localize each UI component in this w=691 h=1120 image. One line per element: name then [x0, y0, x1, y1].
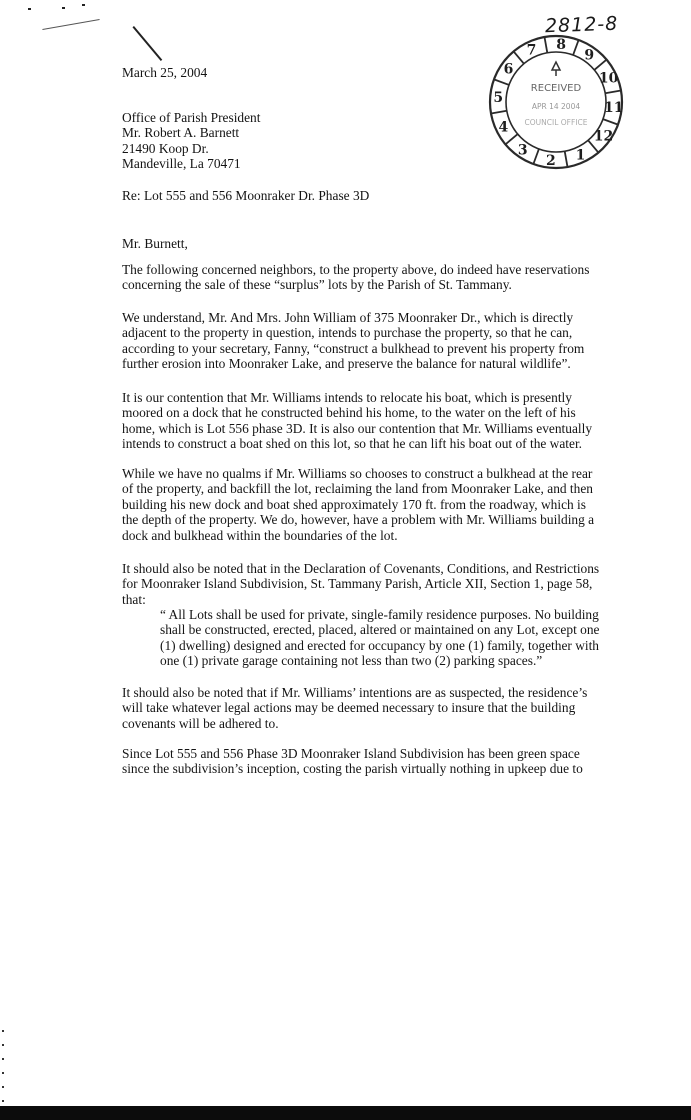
paragraph-1: [122, 262, 589, 293]
recipient-city: Mandeville, La 70471: [122, 156, 241, 172]
text-line: since the subdivision’s inception, costing the parish virtually nothing in upkeep due to: [122, 761, 583, 777]
stamp-tick: [505, 134, 517, 144]
text-line: further erosion into Moonraker Lake, and preserve the balance for natural wildlife”.: [122, 356, 571, 372]
stamp-tick: [573, 40, 579, 55]
scan-bottom-edge: [0, 1106, 691, 1120]
stamp-date: APR 14 2004: [531, 102, 581, 111]
stamp-number: 4: [498, 119, 509, 136]
covenant-quote: [160, 607, 599, 669]
stamp-number: 8: [556, 37, 566, 54]
handwritten-note: 2812-8: [544, 12, 619, 38]
text-line: the depth of the property. We do, however, have a problem with Mr. Williams building a: [122, 512, 595, 528]
text-line: adjacent to the property in question, intends to purchase the property, so that he can,: [122, 325, 573, 341]
paragraph-5: [122, 561, 599, 607]
recipient-address: [122, 110, 260, 172]
recipient-office: Office of Parish President: [122, 110, 261, 125]
text-line: Since Lot 555 and 556 Phase 3D Moonraker Island Subdivision has been green space: [122, 746, 580, 761]
quote-line: one (1) private garage containing not less than two (2) parking spaces.”: [160, 653, 543, 669]
scan-speck: [28, 8, 31, 10]
received-stamp: [472, 12, 640, 184]
text-line: dock and bulkhead within the boundaries of the lot.: [122, 527, 398, 543]
quote-line: shall be constructed, erected, placed, altered or maintained on any Lot, except one: [160, 622, 600, 638]
text-line: of the property, and backfill the lot, reclaiming the land from Moonraker Lake, and then: [122, 481, 593, 497]
stamp-received-label: RECEIVED: [530, 83, 582, 94]
stamp-tick: [605, 91, 621, 94]
text-line: concerning the sale of these “surplus” lots by the Parish of St. Tammany.: [122, 277, 512, 293]
text-line: that:: [122, 591, 146, 607]
subject-line: Re: Lot 555 and 556 Moonraker Dr. Phase 3D: [122, 188, 370, 203]
stamp-tick: [494, 79, 509, 85]
scan-speck: [42, 19, 99, 30]
stamp-number: 10: [598, 70, 619, 87]
quote-line: (1) dwelling) designed and erected for occupancy by one (1) family, together with: [160, 637, 600, 653]
stamp-number: 7: [526, 42, 537, 59]
text-line: The following concerned neighbors, to the property above, do indeed have reservations: [122, 262, 590, 277]
scan-speck: [62, 7, 65, 9]
stamp-tick: [533, 149, 539, 164]
stamp-tick: [514, 51, 524, 63]
text-line: will take whatever legal actions may be deemed necessary to insure that the building: [122, 700, 576, 716]
text-line: building his new dock and boat shed approximately 170 ft. from the roadway, which is: [122, 496, 586, 512]
quote-line: “ All Lots shall be used for private, single-family residence purposes. No building: [160, 607, 599, 622]
text-line: We understand, Mr. And Mrs. John William of 375 Moonraker Dr., which is directly: [122, 310, 574, 325]
stamp-number: 3: [517, 142, 528, 159]
stamp-tick: [594, 60, 606, 70]
paragraph-7: [122, 746, 583, 777]
stamp-number: 12: [593, 128, 614, 145]
text-line: While we have no qualms if Mr. Williams so chooses to construct a bulkhead at the rear: [122, 466, 593, 481]
stamp-number: 9: [584, 47, 595, 64]
recipient-name: Mr. Robert A. Barnett: [122, 125, 240, 141]
stamp-number: 11: [604, 100, 624, 117]
salutation: Mr. Burnett,: [122, 236, 188, 251]
paragraph-2: [122, 310, 584, 372]
recipient-street: 21490 Koop Dr.: [122, 140, 209, 156]
paragraph-4: [122, 466, 594, 543]
stamp-tick: [545, 37, 548, 53]
text-line: according to your secretary, Fanny, “construct a bulkhead to prevent his property from: [122, 340, 585, 356]
stamp-number: 2: [546, 152, 556, 169]
stamp-number: 1: [575, 147, 586, 164]
paragraph-6: [122, 685, 587, 731]
stamp-tick: [603, 119, 618, 125]
paragraph-3: [122, 390, 592, 452]
text-line: It is our contention that Mr. Williams intends to relocate his boat, which is presently: [122, 390, 572, 405]
text-line: It should also be noted that in the Declaration of Covenants, Conditions, and Restrictions: [122, 561, 600, 576]
stamp-number: 6: [503, 61, 514, 78]
stamp-tick: [565, 151, 568, 167]
stamp-office: COUNCIL OFFICE: [524, 118, 588, 127]
margin-marks: [2, 1030, 4, 1110]
scan-speck: [82, 4, 85, 6]
text-line: home, which is Lot 556 phase 3D. It is also our contention that Mr. Williams eventually: [122, 420, 593, 436]
letter-date: March 25, 2004: [122, 65, 208, 80]
text-line: moored on a dock that he constructed behind his home, to the water on the left of his: [122, 405, 576, 421]
text-line: for Moonraker Island Subdivision, St. Tammany Parish, Article XII, Section 1, page 58,: [122, 576, 593, 592]
text-line: It should also be noted that if Mr. Williams’ intentions are as suspected, the residence’s: [122, 685, 588, 700]
pen-stroke: [133, 26, 162, 61]
text-line: covenants will be adhered to.: [122, 715, 279, 731]
stamp-tick: [491, 111, 507, 114]
text-line: intends to construct a boat shed on this lot, so that he can lift his boat out of the water.: [122, 436, 583, 452]
stamp-number: 5: [493, 89, 504, 106]
